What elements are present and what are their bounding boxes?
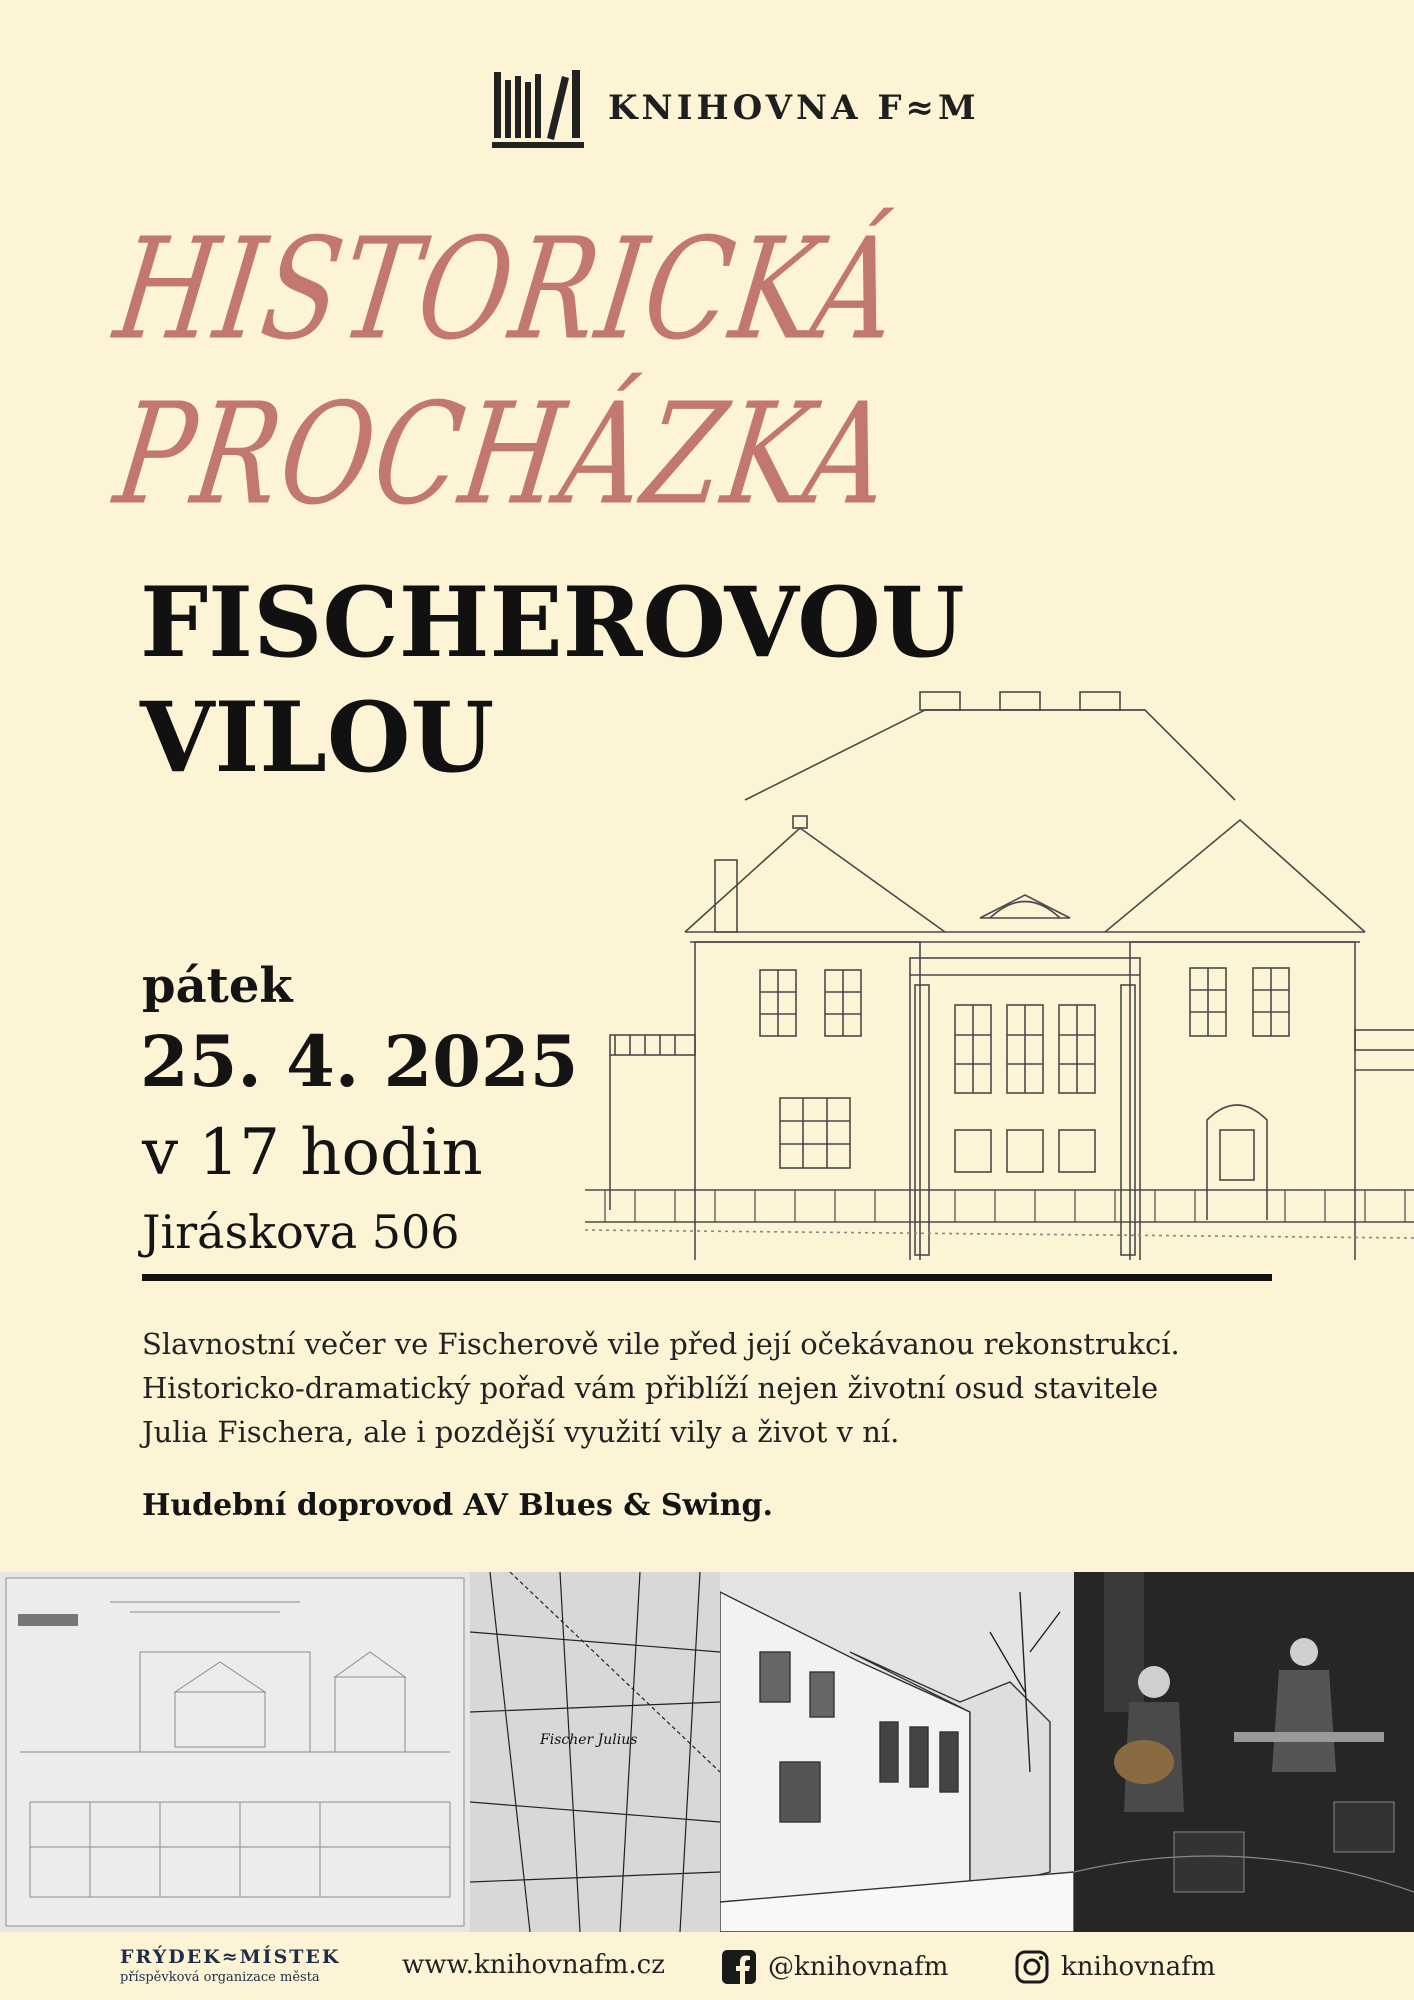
facebook-handle[interactable]: @knihovnafm xyxy=(768,1952,949,1982)
library-name: KNIHOVNA F≈M xyxy=(608,88,980,128)
divider xyxy=(142,1274,1272,1281)
description-line-3: Julia Fischera, ale i pozdější využití vily a život v ní. xyxy=(142,1415,900,1449)
website-text[interactable]: www.knihovnafm.cz xyxy=(402,1950,665,1980)
city-logo xyxy=(120,1946,340,1985)
photo-strip xyxy=(0,1572,1414,1932)
instagram-icon xyxy=(1015,1950,1049,1984)
instagram-handle[interactable]: knihovnafm xyxy=(1061,1952,1216,1982)
library-logo xyxy=(492,66,980,150)
event-day: pátek xyxy=(142,958,293,1014)
description-line-2: Historicko-dramatický pořad vám přiblíží nejen životní osud stavitele xyxy=(142,1371,1159,1405)
map-owner-label: Fischer Julius xyxy=(540,1732,638,1748)
description-line-1: Slavnostní večer ve Fischerově vile před její očekávanou rekonstrukcí. xyxy=(142,1327,1180,1361)
script-title-line-2: PROCHÁZKA xyxy=(106,373,902,537)
photo-villa xyxy=(720,1572,1074,1932)
facebook-icon xyxy=(722,1950,756,1984)
event-date: 25. 4. 2025 xyxy=(140,1020,579,1103)
library-books-icon xyxy=(492,66,584,150)
website-link[interactable] xyxy=(402,1950,665,1980)
city-subtitle: příspěvková organizace města xyxy=(120,1970,320,1985)
script-title-line-1: HISTORICKÁ xyxy=(106,208,910,372)
headline-line-2: VILOU xyxy=(140,681,495,794)
photo-cadastral-map xyxy=(470,1572,720,1932)
facebook-link[interactable] xyxy=(722,1950,948,1984)
photo-band xyxy=(1074,1572,1414,1932)
music-accompaniment: Hudební doprovod AV Blues & Swing. xyxy=(142,1488,773,1523)
villa-drawing xyxy=(585,690,1414,1260)
instagram-link[interactable] xyxy=(1015,1950,1215,1984)
photo-blueprint xyxy=(0,1572,470,1932)
event-address: Jiráskova 506 xyxy=(142,1205,460,1259)
event-description xyxy=(142,1322,1302,1454)
headline-line-1: FISCHEROVOU xyxy=(140,566,965,679)
city-name: FRÝDEK≈MÍSTEK xyxy=(120,1946,341,1968)
footer xyxy=(0,1932,1414,2000)
event-time: v 17 hodin xyxy=(142,1116,483,1190)
